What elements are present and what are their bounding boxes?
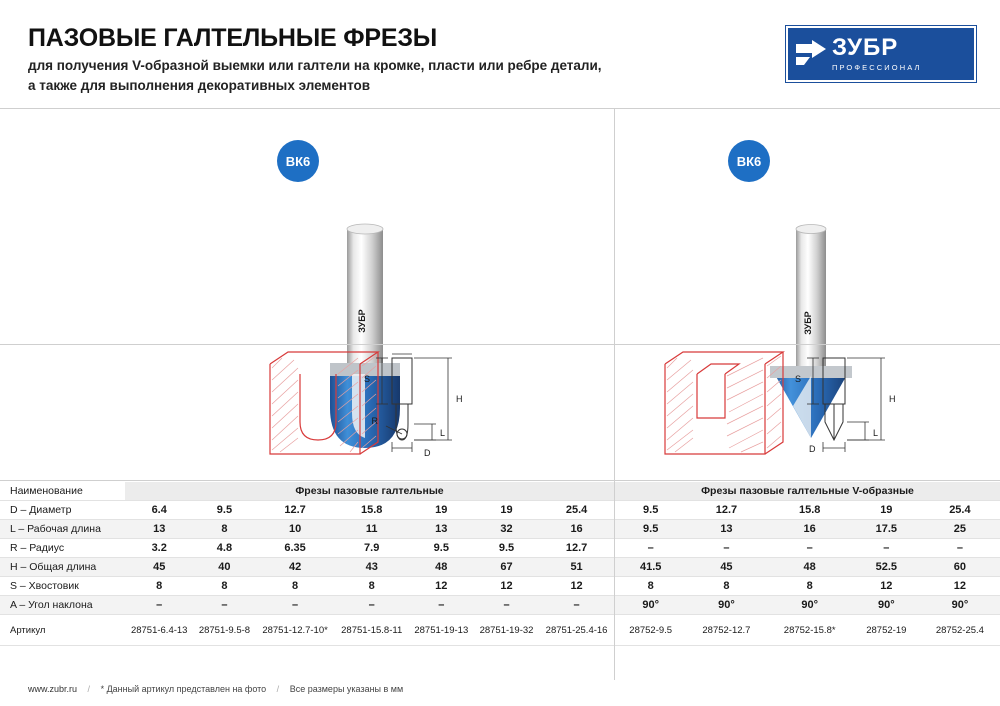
cell: 67 — [474, 558, 539, 577]
cell: 6.4 — [125, 501, 193, 520]
cell: 9.5 — [409, 539, 474, 558]
cell: 90° — [686, 596, 766, 615]
table-header-row-right — [615, 482, 1000, 501]
table-row — [615, 539, 1000, 558]
cell: 9.5 — [615, 501, 686, 520]
page-title: ПАЗОВЫЕ ГАЛТЕЛЬНЫЕ ФРЕЗЫ — [28, 24, 438, 52]
cell: 45 — [125, 558, 193, 577]
cell: 52.5 — [853, 558, 920, 577]
cell: 8 — [193, 577, 255, 596]
table-group-header-left: Фрезы пазовые галтельные — [125, 482, 614, 501]
cell: – — [474, 596, 539, 615]
article-cell: 28751-25.4-16 — [539, 615, 614, 646]
article-cell: 28752-19 — [853, 615, 920, 646]
footer-separator-1: / — [87, 684, 91, 694]
row-label-angle: A – Угол наклона — [0, 596, 125, 615]
svg-text:ЗУБР: ЗУБР — [357, 309, 367, 333]
cell: – — [920, 539, 1000, 558]
cell: 19 — [474, 501, 539, 520]
table-row — [0, 558, 614, 577]
cell: 11 — [335, 520, 409, 539]
cell: – — [853, 539, 920, 558]
cell: 12 — [853, 577, 920, 596]
footer-url[interactable]: www.zubr.ru — [28, 684, 78, 694]
cell: 4.8 — [193, 539, 255, 558]
table-row — [0, 577, 614, 596]
cell: 13 — [409, 520, 474, 539]
dim-label-H-left: H — [456, 394, 463, 404]
cell: 9.5 — [474, 539, 539, 558]
cell: 9.5 — [193, 501, 255, 520]
cell: 16 — [767, 520, 853, 539]
row-label-radius: R – Радиус — [0, 539, 125, 558]
dim-label-H-right: H — [889, 394, 896, 404]
cell: 16 — [539, 520, 614, 539]
cell: 51 — [539, 558, 614, 577]
footer-note-1: * Данный артикул представлен на фото — [100, 684, 267, 694]
page-subtitle-line2: а также для выполнения декоративных элементов — [28, 78, 371, 93]
article-cell: 28752-12.7 — [686, 615, 766, 646]
cell: 8 — [686, 577, 766, 596]
dim-label-D-right: D — [809, 444, 816, 454]
row-label-total-length: H – Общая длина — [0, 558, 125, 577]
table-name-header: Наименование — [0, 482, 125, 501]
cell: – — [615, 539, 686, 558]
article-cell: 28751-6.4-13 — [125, 615, 193, 646]
article-cell: 28752-25.4 — [920, 615, 1000, 646]
footer-separator-2: / — [276, 684, 280, 694]
table-row — [615, 501, 1000, 520]
cell: 48 — [767, 558, 853, 577]
cell: 90° — [615, 596, 686, 615]
brand-logo — [786, 26, 976, 82]
row-label-shank: S – Хвостовик — [0, 577, 125, 596]
table-row — [0, 539, 614, 558]
cell: 8 — [767, 577, 853, 596]
cell: 12 — [539, 577, 614, 596]
cell: 12.7 — [539, 539, 614, 558]
cell: 13 — [125, 520, 193, 539]
table-row-articles-left — [0, 615, 614, 646]
article-cell: 28751-19-32 — [474, 615, 539, 646]
cell: 60 — [920, 558, 1000, 577]
cell: 42 — [255, 558, 334, 577]
row-label-diameter: D – Диаметр — [0, 501, 125, 520]
cell: – — [193, 596, 255, 615]
zubr-arrow-icon — [788, 28, 830, 80]
footer-note-2: Все размеры указаны в мм — [289, 684, 404, 694]
table-row — [615, 520, 1000, 539]
cell: 19 — [853, 501, 920, 520]
table-row — [615, 577, 1000, 596]
logo-text — [830, 36, 922, 72]
cell: 45 — [686, 558, 766, 577]
cell: 15.8 — [767, 501, 853, 520]
cell: 13 — [686, 520, 766, 539]
article-cell: 28751-12.7-10* — [255, 615, 334, 646]
cell: – — [767, 539, 853, 558]
table-row — [615, 596, 1000, 615]
page-footer — [0, 684, 1000, 694]
logo-brand: ЗУБР — [832, 34, 899, 62]
right-technical-drawing — [615, 344, 1000, 480]
badge-bk6-left-label: ВК6 — [285, 153, 311, 169]
table-header-row-left — [0, 482, 614, 501]
cell: 25.4 — [539, 501, 614, 520]
page-subtitle-line1: для получения V-образной выемки или галтели на кромке, пласти или ребре детали, — [28, 58, 602, 73]
cell: – — [335, 596, 409, 615]
cell: 40 — [193, 558, 255, 577]
cell: – — [539, 596, 614, 615]
cell: 12 — [474, 577, 539, 596]
dim-label-D-left: D — [424, 448, 431, 458]
cell: 8 — [193, 520, 255, 539]
left-technical-drawing — [0, 344, 614, 480]
article-cell: 28752-15.8* — [767, 615, 853, 646]
dim-label-L-right: L — [873, 428, 879, 438]
cell: 8 — [615, 577, 686, 596]
cell: – — [409, 596, 474, 615]
cell: – — [125, 596, 193, 615]
cell: 25 — [920, 520, 1000, 539]
article-cell: 28751-15.8-11 — [335, 615, 409, 646]
specs-table-right — [615, 482, 1000, 646]
cell: 32 — [474, 520, 539, 539]
table-row — [0, 520, 614, 539]
dim-label-L-left: L — [440, 428, 446, 438]
cell: 12.7 — [255, 501, 334, 520]
table-group-header-right: Фрезы пазовые галтельные V-образные — [615, 482, 1000, 501]
cell: 6.35 — [255, 539, 334, 558]
cell: 90° — [920, 596, 1000, 615]
dim-label-S-right: S — [794, 374, 801, 384]
cell: 3.2 — [125, 539, 193, 558]
cell: – — [255, 596, 334, 615]
table-row — [0, 501, 614, 520]
logo-tagline: ПРОФЕССИОНАЛ — [832, 63, 922, 73]
dim-label-S-left: S — [363, 374, 370, 384]
cell: 10 — [255, 520, 334, 539]
cell: 7.9 — [335, 539, 409, 558]
cell: 90° — [767, 596, 853, 615]
cell: 43 — [335, 558, 409, 577]
table-row — [0, 596, 614, 615]
row-label-working-length: L – Рабочая длина — [0, 520, 125, 539]
cell: 8 — [255, 577, 334, 596]
cell: 8 — [125, 577, 193, 596]
cell: 15.8 — [335, 501, 409, 520]
cell: – — [686, 539, 766, 558]
article-cell: 28751-9.5-8 — [193, 615, 255, 646]
cell: 48 — [409, 558, 474, 577]
article-cell: 28752-9.5 — [615, 615, 686, 646]
table-row-articles-right — [615, 615, 1000, 646]
cell: 8 — [335, 577, 409, 596]
cell: 19 — [409, 501, 474, 520]
table-row — [615, 558, 1000, 577]
cell: 17.5 — [853, 520, 920, 539]
dim-label-R-left: R — [371, 416, 378, 426]
svg-text:ЗУБР: ЗУБР — [803, 311, 813, 335]
cell: 12.7 — [686, 501, 766, 520]
cell: 90° — [853, 596, 920, 615]
divider-tables — [0, 480, 1000, 481]
specs-table-left — [0, 482, 614, 646]
row-label-article: Артикул — [0, 615, 125, 646]
article-cell: 28751-19-13 — [409, 615, 474, 646]
page-header — [0, 0, 1000, 108]
cell: 25.4 — [920, 501, 1000, 520]
badge-bk6-right-label: ВК6 — [736, 153, 762, 169]
cell: 12 — [409, 577, 474, 596]
cell: 9.5 — [615, 520, 686, 539]
cell: 12 — [920, 577, 1000, 596]
cell: 41.5 — [615, 558, 686, 577]
